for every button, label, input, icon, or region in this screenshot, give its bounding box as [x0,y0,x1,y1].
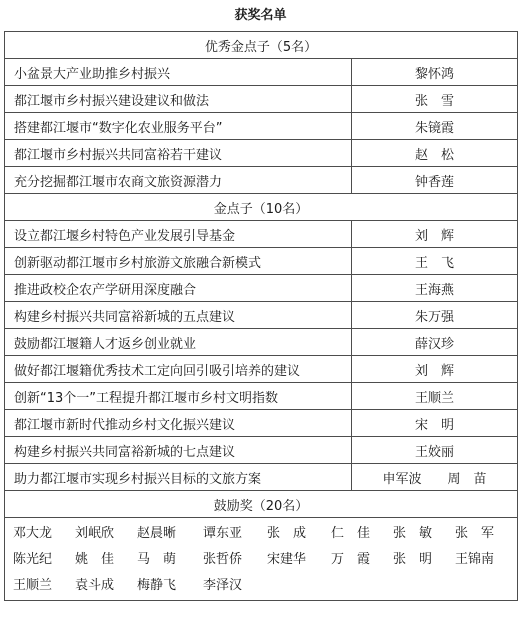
project-title: 创新驱动都江堰市乡村旅游文旅融合新模式 [5,248,352,275]
project-title: 都江堰市新时代推动乡村文化振兴建议 [5,410,352,437]
winner-name: 黎怀鸿 [352,59,518,86]
list-item: 李泽汉 [203,578,243,593]
table-row [5,167,518,194]
project-title: 助力都江堰市实现乡村振兴目标的文旅方案 [5,464,352,491]
list-item: 陈光纪 [13,552,53,567]
list-item: 袁斗成 [75,578,115,593]
table-row [5,113,518,140]
table-row [5,383,518,410]
page-title: 获奖名单 [234,8,287,23]
section-heading-golden: 金点子（10名） [5,194,518,221]
section-heading-encouragement: 鼓励奖（20名） [5,491,518,518]
section-header-row [5,491,518,518]
list-item: 王锦南 [455,552,495,567]
award-list-table [4,31,518,601]
list-item: 张 军 [455,526,495,541]
encouragement-names-cell [5,518,518,601]
table-row [5,86,518,113]
list-item: 万 霞 [331,552,371,567]
project-title: 做好都江堰籍优秀技术工定向回引吸引培养的建议 [5,356,352,383]
project-title: 都江堰市乡村振兴建设建议和做法 [5,86,352,113]
list-item: 邓大龙 [13,526,53,541]
table-row [5,356,518,383]
section-header-row [5,194,518,221]
list-item: 张 成 [267,526,307,541]
project-title: 搭建都江堰市“数字化农业服务平台” [5,113,352,140]
list-item: 刘岷欣 [75,526,115,541]
winner-name: 王 飞 [352,248,518,275]
winner-name: 朱万强 [352,302,518,329]
section-header-row [5,32,518,59]
project-title: 都江堰市乡村振兴共同富裕若干建议 [5,140,352,167]
winner-name: 王姣丽 [352,437,518,464]
table-row [5,59,518,86]
winner-name: 王海燕 [352,275,518,302]
section-heading-excellent: 优秀金点子（5名） [5,32,518,59]
table-row [5,140,518,167]
table-row [5,329,518,356]
encouragement-names-row [5,518,518,601]
table-row [5,275,518,302]
list-item: 张 敏 [393,526,433,541]
list-item: 宋建华 [267,552,307,567]
winner-name: 赵 松 [352,140,518,167]
winner-name: 刘 辉 [352,356,518,383]
list-item: 谭东亚 [203,526,243,541]
table-row [5,302,518,329]
winner-name: 钟香莲 [352,167,518,194]
project-title: 构建乡村振兴共同富裕新城的七点建议 [5,437,352,464]
list-item: 王顺兰 [13,578,53,593]
encouragement-names-list [13,523,513,596]
project-title: 设立都江堰乡村特色产业发展引导基金 [5,221,352,248]
winner-name: 申军波 周 苗 [352,464,518,491]
winner-name: 朱镜霞 [352,113,518,140]
project-title: 创新“13个一”工程提升都江堰市乡村文明指数 [5,383,352,410]
winner-name: 薛汉珍 [352,329,518,356]
project-title: 构建乡村振兴共同富裕新城的五点建议 [5,302,352,329]
list-item: 张哲侨 [203,552,243,567]
project-title: 鼓励都江堰籍人才返乡创业就业 [5,329,352,356]
list-item: 张 明 [393,552,433,567]
winner-name: 刘 辉 [352,221,518,248]
list-item: 仁 佳 [331,526,371,541]
list-item: 马 萌 [137,552,177,567]
table-row [5,410,518,437]
table-row [5,437,518,464]
winner-name: 王顺兰 [352,383,518,410]
table-row [5,221,518,248]
list-item: 赵晨晰 [137,526,177,541]
list-item: 姚 佳 [75,552,115,567]
table-row [5,464,518,491]
table-row [5,248,518,275]
project-title: 充分挖掘都江堰市农商文旅资源潜力 [5,167,352,194]
winner-name: 张 雪 [352,86,518,113]
list-item: 梅静飞 [137,578,177,593]
project-title: 小盆景大产业助推乡村振兴 [5,59,352,86]
project-title: 推进政校企农产学研用深度融合 [5,275,352,302]
winner-name: 宋 明 [352,410,518,437]
